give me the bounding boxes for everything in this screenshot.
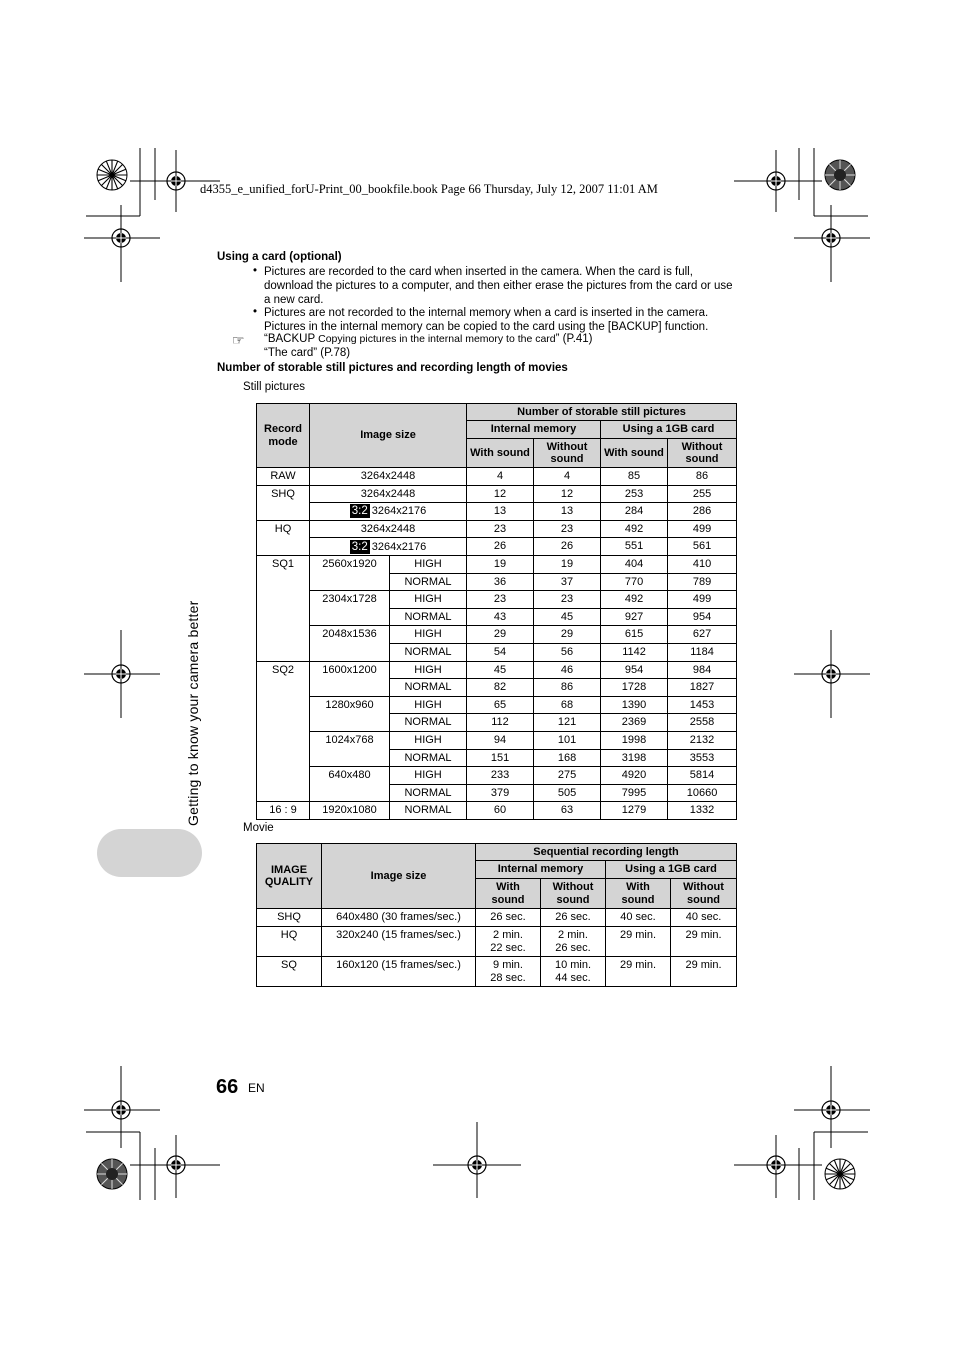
value-cell: 1998 — [601, 731, 668, 749]
image-size-cell: 2048x1536 — [310, 626, 390, 661]
value-cell: 379 — [467, 784, 534, 802]
header-without-sound: Without sound — [671, 879, 737, 909]
page-number: 66 — [216, 1076, 239, 1098]
table-row — [257, 555, 737, 573]
bullet-text-1: Pictures are recorded to the card when inserted in the camera. When the card is full, download the pictures to a computer, and then either erase the pictures from the card or use a new card. — [264, 266, 733, 306]
table-row — [257, 503, 737, 521]
value-cell: 1142 — [601, 643, 668, 661]
value-cell: 770 — [601, 573, 668, 591]
value-cell: 7995 — [601, 784, 668, 802]
value-cell: 275 — [534, 767, 601, 785]
value-cell: 1453 — [668, 696, 737, 714]
value-cell: 46 — [534, 661, 601, 679]
value-cell: 615 — [601, 626, 668, 644]
value-cell: 40 sec. — [671, 909, 737, 927]
value-cell: 954 — [668, 608, 737, 626]
quality-cell: HIGH — [390, 661, 467, 679]
image-size-cell: 3264x2448 — [310, 485, 467, 503]
header-with-sound: With sound — [601, 439, 668, 468]
quality-cell: NORMAL — [390, 679, 467, 697]
header-with-sound: With sound — [476, 879, 541, 909]
value-cell: 492 — [601, 520, 668, 538]
value-cell: 3198 — [601, 749, 668, 767]
value-cell: 1827 — [668, 679, 737, 697]
value-cell: 94 — [467, 731, 534, 749]
value-cell: 4 — [534, 468, 601, 486]
value-cell: 23 — [467, 591, 534, 609]
value-cell: 984 — [668, 661, 737, 679]
value-cell: 86 — [534, 679, 601, 697]
section-title-using-card: Using a card (optional) — [217, 251, 342, 263]
quality-cell: NORMAL — [390, 784, 467, 802]
value-cell: 36 — [467, 573, 534, 591]
value-cell: 151 — [467, 749, 534, 767]
header-record-mode: Record mode — [257, 404, 310, 468]
quality-cell: SQ — [257, 957, 322, 987]
table-row — [257, 661, 737, 679]
header-1gb-card: Using a 1GB card — [606, 861, 737, 879]
table-row — [257, 520, 737, 538]
value-cell: 499 — [668, 520, 737, 538]
value-cell: 10660 — [668, 784, 737, 802]
image-size-cell: 1920x1080 — [310, 802, 390, 820]
value-cell: 4 — [467, 468, 534, 486]
value-cell: 551 — [601, 538, 668, 556]
quality-cell: NORMAL — [390, 802, 467, 820]
record-mode-cell: SHQ — [257, 485, 310, 503]
header-with-sound: With sound — [606, 879, 671, 909]
header-without-sound: Without sound — [534, 439, 601, 468]
ratio-badge: 3:2 — [351, 505, 368, 518]
bullet-mark: • — [253, 306, 258, 318]
value-cell: 561 — [668, 538, 737, 556]
value-cell: 410 — [668, 555, 737, 573]
table-row — [257, 909, 737, 927]
print-header: d4355_e_unified_forU-Print_00_bookfile.book Page 66 Thursday, July 12, 2007 11:01 AM — [200, 182, 658, 196]
value-cell: 29 — [534, 626, 601, 644]
image-size-cell: 160x120 (15 frames/sec.) — [322, 957, 476, 987]
quality-cell: NORMAL — [390, 573, 467, 591]
reference-the-card: “The card” (P.78) — [264, 347, 351, 359]
value-cell: 23 — [467, 520, 534, 538]
table-row — [257, 802, 737, 820]
value-cell: 45 — [467, 661, 534, 679]
header-image-size: Image size — [310, 404, 467, 468]
value-cell: 284 — [601, 503, 668, 521]
value-cell: 23 — [534, 520, 601, 538]
bullet-mark: • — [253, 265, 258, 277]
value-cell: 29 min. — [671, 927, 737, 957]
quality-cell: HQ — [257, 927, 322, 957]
chapter-tab — [97, 829, 202, 877]
header-without-sound: Without sound — [668, 439, 737, 468]
value-cell: 954 — [601, 661, 668, 679]
quality-cell: HIGH — [390, 696, 467, 714]
table-row — [257, 696, 737, 714]
value-cell: 29 min. — [671, 957, 737, 987]
image-size-cell: 3264x2448 — [310, 468, 467, 486]
value-cell: 45 — [534, 608, 601, 626]
table-row — [257, 927, 737, 957]
image-size-cell: 2304x1728 — [310, 591, 390, 626]
reference-hand-icon: ☞ — [232, 332, 245, 348]
bullet-text-2: Pictures are not recorded to the internal memory when a card is inserted in the camera. Pictures in the internal memory can be copied to the card using the [BACKUP] function. — [264, 307, 709, 333]
header-image-size: Image size — [322, 844, 476, 909]
value-cell: 29 min. — [606, 927, 671, 957]
image-size-cell: 3264x2448 — [310, 520, 467, 538]
empty-cell — [257, 538, 310, 556]
record-mode-cell: SQ2 — [257, 661, 310, 802]
record-mode-cell: SQ1 — [257, 555, 310, 661]
header-image-quality: IMAGE QUALITY — [257, 844, 322, 909]
still-pictures-label: Still pictures — [243, 381, 305, 393]
empty-cell — [257, 503, 310, 521]
value-cell: 253 — [601, 485, 668, 503]
table-row — [257, 767, 737, 785]
value-cell: 19 — [534, 555, 601, 573]
header-internal-memory: Internal memory — [476, 861, 606, 879]
header-internal-memory: Internal memory — [467, 421, 601, 439]
value-cell: 112 — [467, 714, 534, 732]
image-size-cell: 640x480 — [310, 767, 390, 802]
image-size-cell: 3:2 3264x2176 — [310, 503, 467, 521]
value-cell: 499 — [668, 591, 737, 609]
header-with-sound: With sound — [467, 439, 534, 468]
value-cell: 255 — [668, 485, 737, 503]
value-cell: 2369 — [601, 714, 668, 732]
header-1gb-card: Using a 1GB card — [601, 421, 737, 439]
value-cell: 26 — [467, 538, 534, 556]
value-cell: 789 — [668, 573, 737, 591]
quality-cell: NORMAL — [390, 749, 467, 767]
reference-backup: “BACKUP Copying pictures in the internal memory to the card” (P.41) — [264, 333, 593, 345]
value-cell: 1390 — [601, 696, 668, 714]
image-size-cell: 3:2 3264x2176 — [310, 538, 467, 556]
image-size-cell: 2560x1920 — [310, 555, 390, 590]
value-cell: 65 — [467, 696, 534, 714]
image-size-cell: 640x480 (30 frames/sec.) — [322, 909, 476, 927]
value-cell: 168 — [534, 749, 601, 767]
movie-label: Movie — [243, 822, 274, 834]
value-cell: 3553 — [668, 749, 737, 767]
value-cell: 26 sec. — [476, 909, 541, 927]
value-cell: 12 — [467, 485, 534, 503]
record-mode-cell: HQ — [257, 520, 310, 538]
value-cell: 9 min. 28 sec. — [476, 957, 541, 987]
value-cell: 2558 — [668, 714, 737, 732]
image-size-cell: 320x240 (15 frames/sec.) — [322, 927, 476, 957]
value-cell: 12 — [534, 485, 601, 503]
value-cell: 13 — [467, 503, 534, 521]
header-number-storable: Number of storable still pictures — [467, 404, 737, 421]
ratio-badge: 3:2 — [351, 540, 368, 553]
value-cell: 927 — [601, 608, 668, 626]
quality-cell: HIGH — [390, 626, 467, 644]
value-cell: 13 — [534, 503, 601, 521]
still-pictures-table — [256, 403, 737, 820]
quality-cell: NORMAL — [390, 608, 467, 626]
value-cell: 2 min. 26 sec. — [541, 927, 606, 957]
value-cell: 1184 — [668, 643, 737, 661]
value-cell: 1332 — [668, 802, 737, 820]
value-cell: 121 — [534, 714, 601, 732]
value-cell: 2132 — [668, 731, 737, 749]
value-cell: 627 — [668, 626, 737, 644]
image-size-cell: 1024x768 — [310, 731, 390, 766]
table-row — [257, 485, 737, 503]
value-cell: 43 — [467, 608, 534, 626]
quality-cell: SHQ — [257, 909, 322, 927]
record-mode-cell: RAW — [257, 468, 310, 486]
image-size-cell: 1600x1200 — [310, 661, 390, 696]
value-cell: 2 min. 22 sec. — [476, 927, 541, 957]
chapter-side-title: Getting to know your camera better — [185, 600, 201, 826]
value-cell: 68 — [534, 696, 601, 714]
table-row — [257, 538, 737, 556]
quality-cell: HIGH — [390, 555, 467, 573]
table-row — [257, 957, 737, 987]
value-cell: 56 — [534, 643, 601, 661]
quality-cell: HIGH — [390, 591, 467, 609]
value-cell: 19 — [467, 555, 534, 573]
value-cell: 1279 — [601, 802, 668, 820]
header-sequential-length: Sequential recording length — [476, 844, 737, 861]
value-cell: 85 — [601, 468, 668, 486]
value-cell: 492 — [601, 591, 668, 609]
table-row — [257, 731, 737, 749]
value-cell: 404 — [601, 555, 668, 573]
value-cell: 29 — [467, 626, 534, 644]
image-size-cell: 1280x960 — [310, 696, 390, 731]
value-cell: 54 — [467, 643, 534, 661]
value-cell: 10 min. 44 sec. — [541, 957, 606, 987]
value-cell: 63 — [534, 802, 601, 820]
value-cell: 4920 — [601, 767, 668, 785]
value-cell: 60 — [467, 802, 534, 820]
quality-cell: HIGH — [390, 731, 467, 749]
value-cell: 26 sec. — [541, 909, 606, 927]
quality-cell: NORMAL — [390, 643, 467, 661]
value-cell: 1728 — [601, 679, 668, 697]
section-title-storable: Number of storable still pictures and recording length of movies — [217, 362, 568, 374]
movie-table — [256, 843, 737, 987]
quality-cell: HIGH — [390, 767, 467, 785]
table-row — [257, 626, 737, 644]
quality-cell: NORMAL — [390, 714, 467, 732]
header-without-sound: Without sound — [541, 879, 606, 909]
value-cell: 5814 — [668, 767, 737, 785]
page-language: EN — [248, 1081, 265, 1095]
value-cell: 29 min. — [606, 957, 671, 987]
value-cell: 101 — [534, 731, 601, 749]
value-cell: 86 — [668, 468, 737, 486]
table-row — [257, 468, 737, 486]
value-cell: 37 — [534, 573, 601, 591]
table-row — [257, 591, 737, 609]
value-cell: 82 — [467, 679, 534, 697]
value-cell: 40 sec. — [606, 909, 671, 927]
value-cell: 286 — [668, 503, 737, 521]
value-cell: 26 — [534, 538, 601, 556]
value-cell: 505 — [534, 784, 601, 802]
value-cell: 233 — [467, 767, 534, 785]
value-cell: 23 — [534, 591, 601, 609]
record-mode-cell: 16 : 9 — [257, 802, 310, 820]
